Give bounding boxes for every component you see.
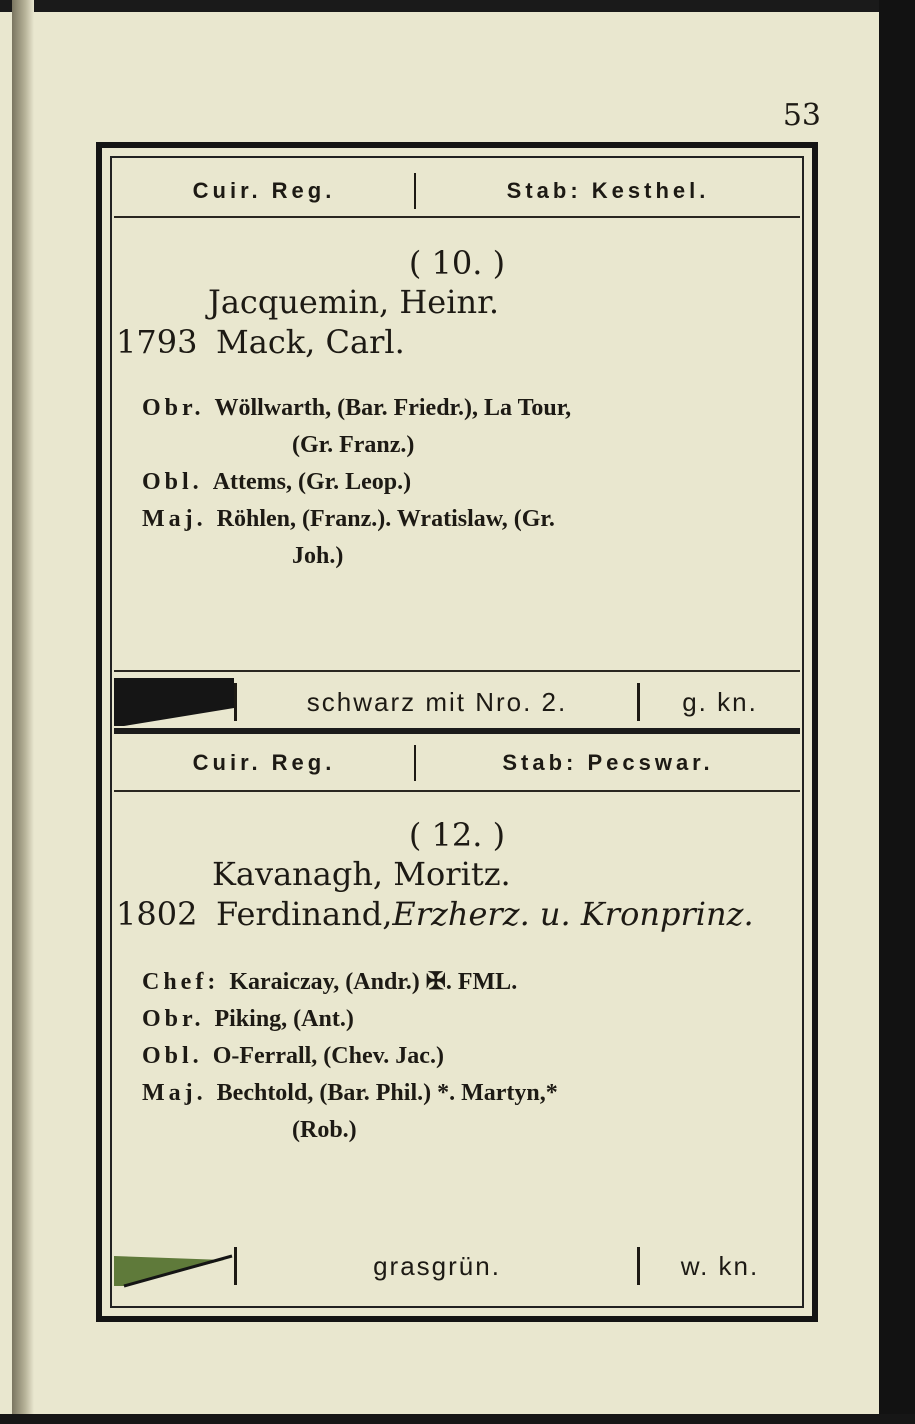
officer-rank: Maj.: [142, 1080, 207, 1106]
header-rule: [114, 216, 800, 218]
scan-edge-bottom: [0, 1414, 915, 1424]
officer-line: [142, 501, 798, 538]
page-binding-shadow: [12, 0, 34, 1424]
officer-names: O-Ferrall, (Chev. Jac.): [212, 1043, 444, 1069]
owner-year: 1793: [116, 323, 198, 361]
officer-line: [142, 964, 798, 1001]
officer-rank: Chef:: [142, 969, 220, 995]
regiment-type: Cuir. Reg.: [192, 750, 336, 775]
uniform-row: [114, 1242, 800, 1290]
uniform-rule: [114, 670, 800, 672]
uniform-wedge-mark: [114, 1242, 234, 1290]
section-separator: [114, 728, 800, 734]
officer-list: [142, 390, 798, 575]
owner-year: 1802: [116, 895, 198, 933]
scan-edge-top: [0, 0, 915, 12]
regiment-entry: [116, 244, 798, 575]
regiment-entry: [116, 816, 798, 1149]
officer-line: [142, 1038, 798, 1075]
officer-names: Bechtold, (Bar. Phil.) *. Martyn,*: [216, 1080, 558, 1106]
regiment-table-frame: [96, 142, 818, 1322]
regiment-number: ( 10. ): [408, 244, 506, 282]
uniform-color: schwarz mit Nro. 2.: [306, 686, 568, 717]
officer-names: Piking, (Ant.): [214, 1006, 354, 1032]
page-number: 53: [782, 98, 821, 133]
officer-names: Röhlen, (Franz.). Wratislaw, (Gr.: [216, 506, 555, 532]
uniform-buttons: w. kn.: [680, 1250, 760, 1281]
regiment-second-owner-line: [116, 322, 798, 362]
officer-line: [142, 390, 798, 427]
officer-line-continuation: (Rob.): [292, 1117, 357, 1143]
officer-list: [142, 964, 798, 1149]
officer-rank: Maj.: [142, 506, 207, 532]
officer-names: Wöllwarth, (Bar. Friedr.), La Tour,: [214, 395, 572, 421]
officer-rank: Obr.: [142, 395, 205, 421]
header-rule: [114, 790, 800, 792]
officer-line-continuation: (Gr. Franz.): [292, 432, 415, 458]
regiment-type: Cuir. Reg.: [192, 178, 336, 203]
regiment-header: [114, 166, 800, 216]
officer-rank: Obl.: [142, 469, 203, 495]
regiment-second-owner-title: Erzherz. u. Kronprinz.: [392, 895, 754, 933]
officer-rank: Obl.: [142, 1043, 203, 1069]
regiment-second-owner-line: [116, 894, 798, 934]
uniform-color: grasgrün.: [373, 1250, 501, 1281]
officer-names: Karaiczay, (Andr.) ✠. FML.: [229, 969, 518, 995]
regiment-staff-location: Stab: Pecswar.: [502, 750, 714, 775]
uniform-wedge-mark: [114, 678, 234, 726]
regiment-second-owner: Mack, Carl.: [216, 323, 405, 361]
uniform-buttons: g. kn.: [682, 686, 758, 717]
regiment-owner: Jacquemin, Heinr.: [208, 283, 500, 321]
officer-line: [142, 1075, 798, 1112]
scan-edge-right: [879, 0, 915, 1424]
officer-line-continuation: Joh.): [292, 543, 344, 569]
officer-names: Attems, (Gr. Leop.): [212, 469, 412, 495]
regiment-staff-location: Stab: Kesthel.: [506, 178, 710, 203]
regiment-number: ( 12. ): [408, 816, 506, 854]
officer-rank: Obr.: [142, 1006, 205, 1032]
uniform-row: [114, 678, 800, 726]
regiment-owner: Kavanagh, Moritz.: [212, 855, 511, 893]
officer-line: [142, 1001, 798, 1038]
regiment-header: [114, 738, 800, 788]
regiment-second-owner: Ferdinand,: [216, 895, 393, 933]
officer-line: [142, 464, 798, 501]
